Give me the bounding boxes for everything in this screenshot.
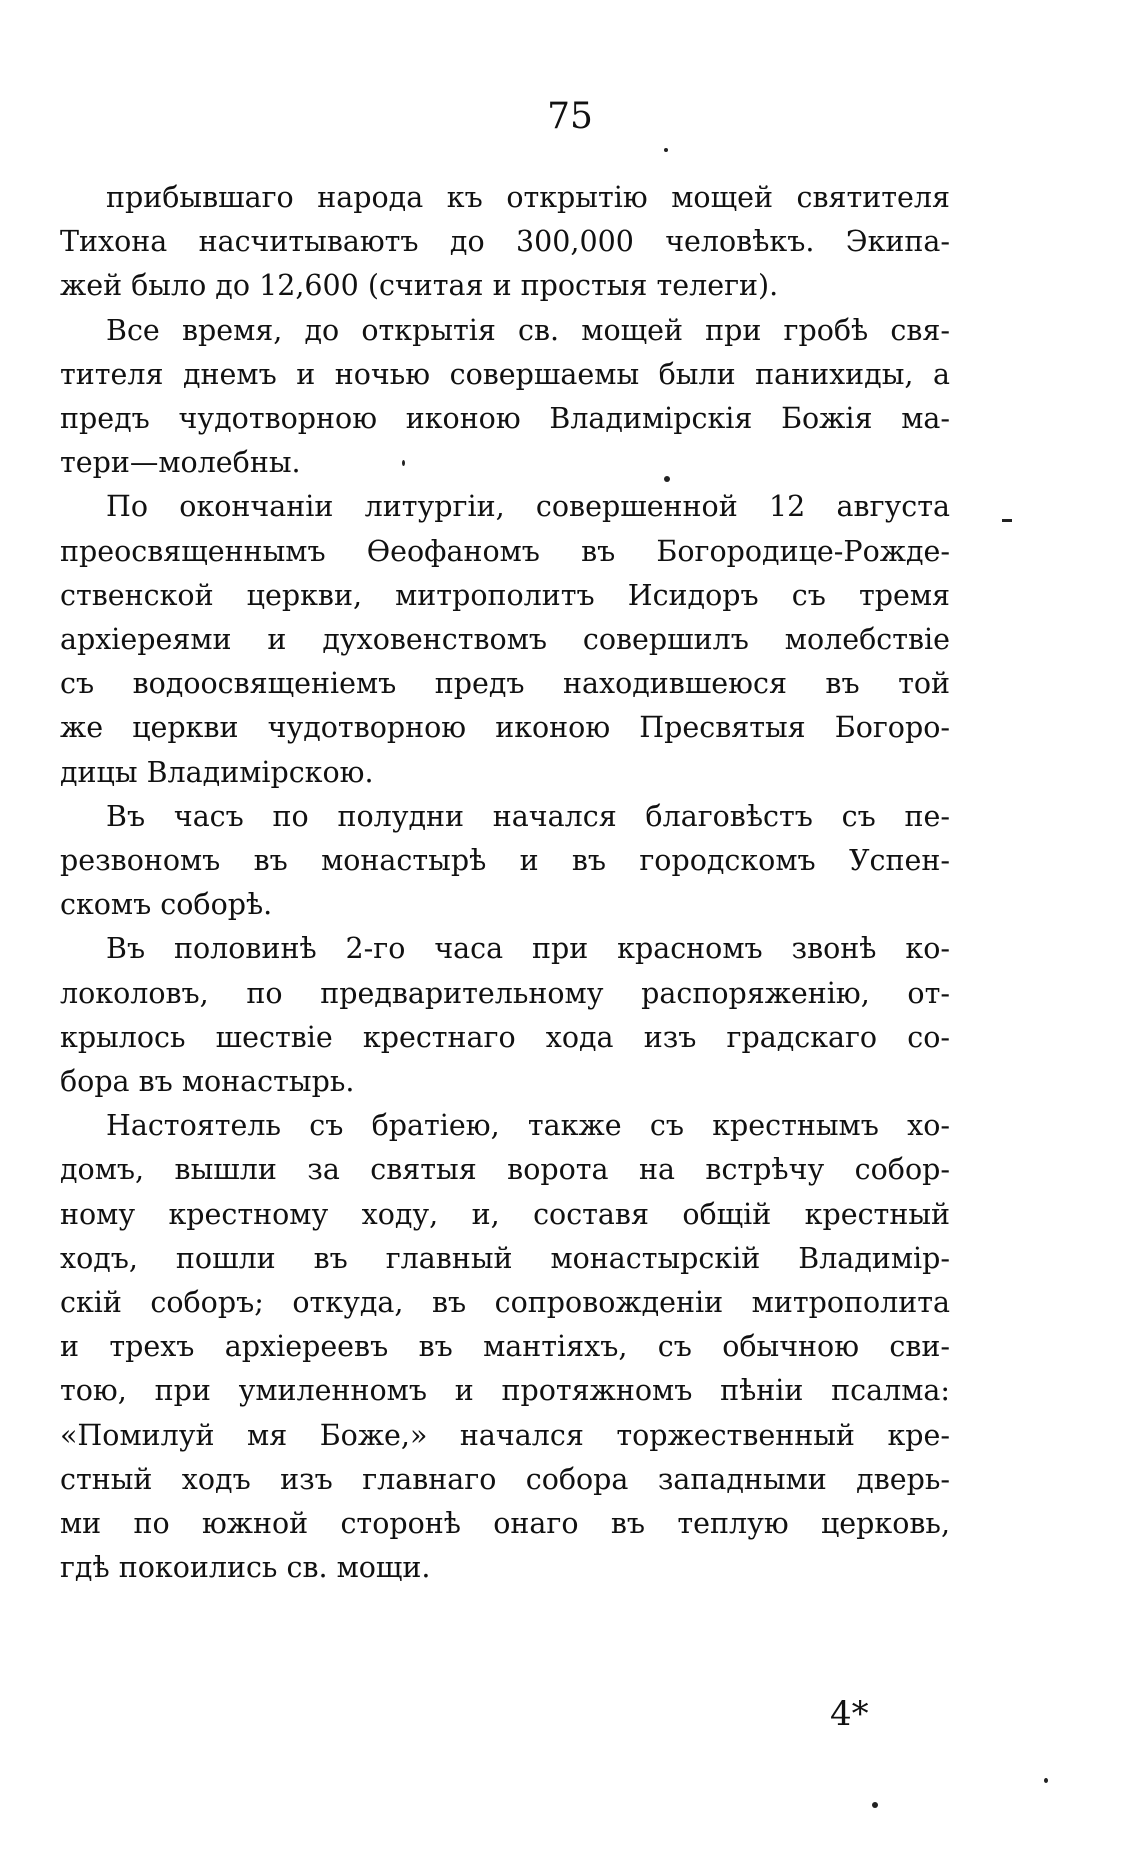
- text-line: домъ, вышли за святыя ворота на встрѣчу собор-: [60, 1153, 950, 1187]
- text-line: Тихона насчитываютъ до 300,000 человѣкъ. Экипа-: [60, 225, 950, 259]
- paragraph-2: [60, 309, 950, 486]
- paragraph-6: [60, 1104, 950, 1590]
- scan-speck: [1044, 1778, 1048, 1783]
- text-line: прибывшаго народа къ открытію мощей святителя: [106, 181, 950, 214]
- text-line: предъ чудотворною иконою Владимірскія Божія ма-: [60, 402, 950, 436]
- scan-speck: [664, 148, 668, 152]
- text-line: съ водоосвященіемъ предъ находившеюся въ той: [60, 667, 950, 701]
- text-line: скомъ соборѣ.: [60, 888, 273, 922]
- scan-speck: [402, 460, 405, 466]
- text-line: ми по южной сторонѣ онаго въ теплую церковь,: [60, 1507, 950, 1541]
- text-line: дицы Владимірскою.: [60, 755, 374, 789]
- scan-speck: [872, 1802, 878, 1808]
- text-line: ходъ, пошли въ главный монастырскій Владимір-: [60, 1241, 950, 1275]
- text-line: Все время, до открытія св. мощей при гробѣ свя-: [106, 313, 950, 347]
- page-number: 75: [547, 96, 593, 137]
- paragraph-1: [60, 176, 950, 309]
- text-line: тери—молебны.: [60, 446, 301, 480]
- body-text: [60, 176, 950, 1591]
- signature-mark: 4*: [830, 1694, 869, 1734]
- text-line: преосвященнымъ Ѳеофаномъ въ Богородице-Рожде-: [60, 534, 950, 568]
- text-line: тителя днемъ и ночью совершаемы были панихиды, а: [60, 357, 950, 391]
- text-line: гдѣ покоились св. мощи.: [60, 1551, 431, 1585]
- text-line: «Помилуй мя Боже,» начался торжественный кре-: [60, 1418, 950, 1452]
- paragraph-4: [60, 795, 950, 928]
- text-line: жей было до 12,600 (считая и простыя телеги).: [60, 269, 779, 303]
- text-line: стный ходъ изъ главнаго собора западными дверь-: [60, 1462, 950, 1496]
- text-line: По окончаніи литургіи, совершенной 12 августа: [106, 490, 950, 524]
- text-line: ному крестному ходу, и, составя общій крестный: [60, 1197, 950, 1231]
- paragraph-3: [60, 485, 950, 794]
- text-line: Настоятель съ братіею, также съ крестнымъ хо-: [106, 1109, 950, 1143]
- paragraph-5: [60, 927, 950, 1104]
- scan-dash-mark: [1002, 519, 1012, 522]
- scan-speck: [664, 476, 670, 482]
- text-line: ственской церкви, митрополитъ Исидоръ съ тремя: [60, 578, 950, 612]
- text-line: резвономъ въ монастырѣ и въ городскомъ Успен-: [60, 844, 950, 878]
- text-line: крылось шествіе крестнаго хода изъ градскаго со-: [60, 1020, 950, 1054]
- text-line: же церкви чудотворною иконою Пресвятыя Богоро-: [60, 711, 950, 745]
- text-line: и трехъ архіереевъ въ мантіяхъ, съ обычною сви-: [60, 1330, 950, 1364]
- text-line: скій соборъ; откуда, въ сопровожденіи митрополита: [60, 1286, 950, 1320]
- text-line: локоловъ, по предварительному распоряженію, от-: [60, 976, 950, 1010]
- text-line: Въ часъ по полудни начался благовѣстъ съ пе-: [106, 799, 950, 833]
- text-line: Въ половинѣ 2-го часа при красномъ звонѣ ко-: [106, 932, 950, 966]
- text-line: бора въ монастырь.: [60, 1065, 355, 1099]
- text-line: тою, при умиленномъ и протяжномъ пѣніи псалма:: [60, 1374, 950, 1408]
- text-line: архіереями и духовенствомъ совершилъ молебствіе: [60, 623, 950, 657]
